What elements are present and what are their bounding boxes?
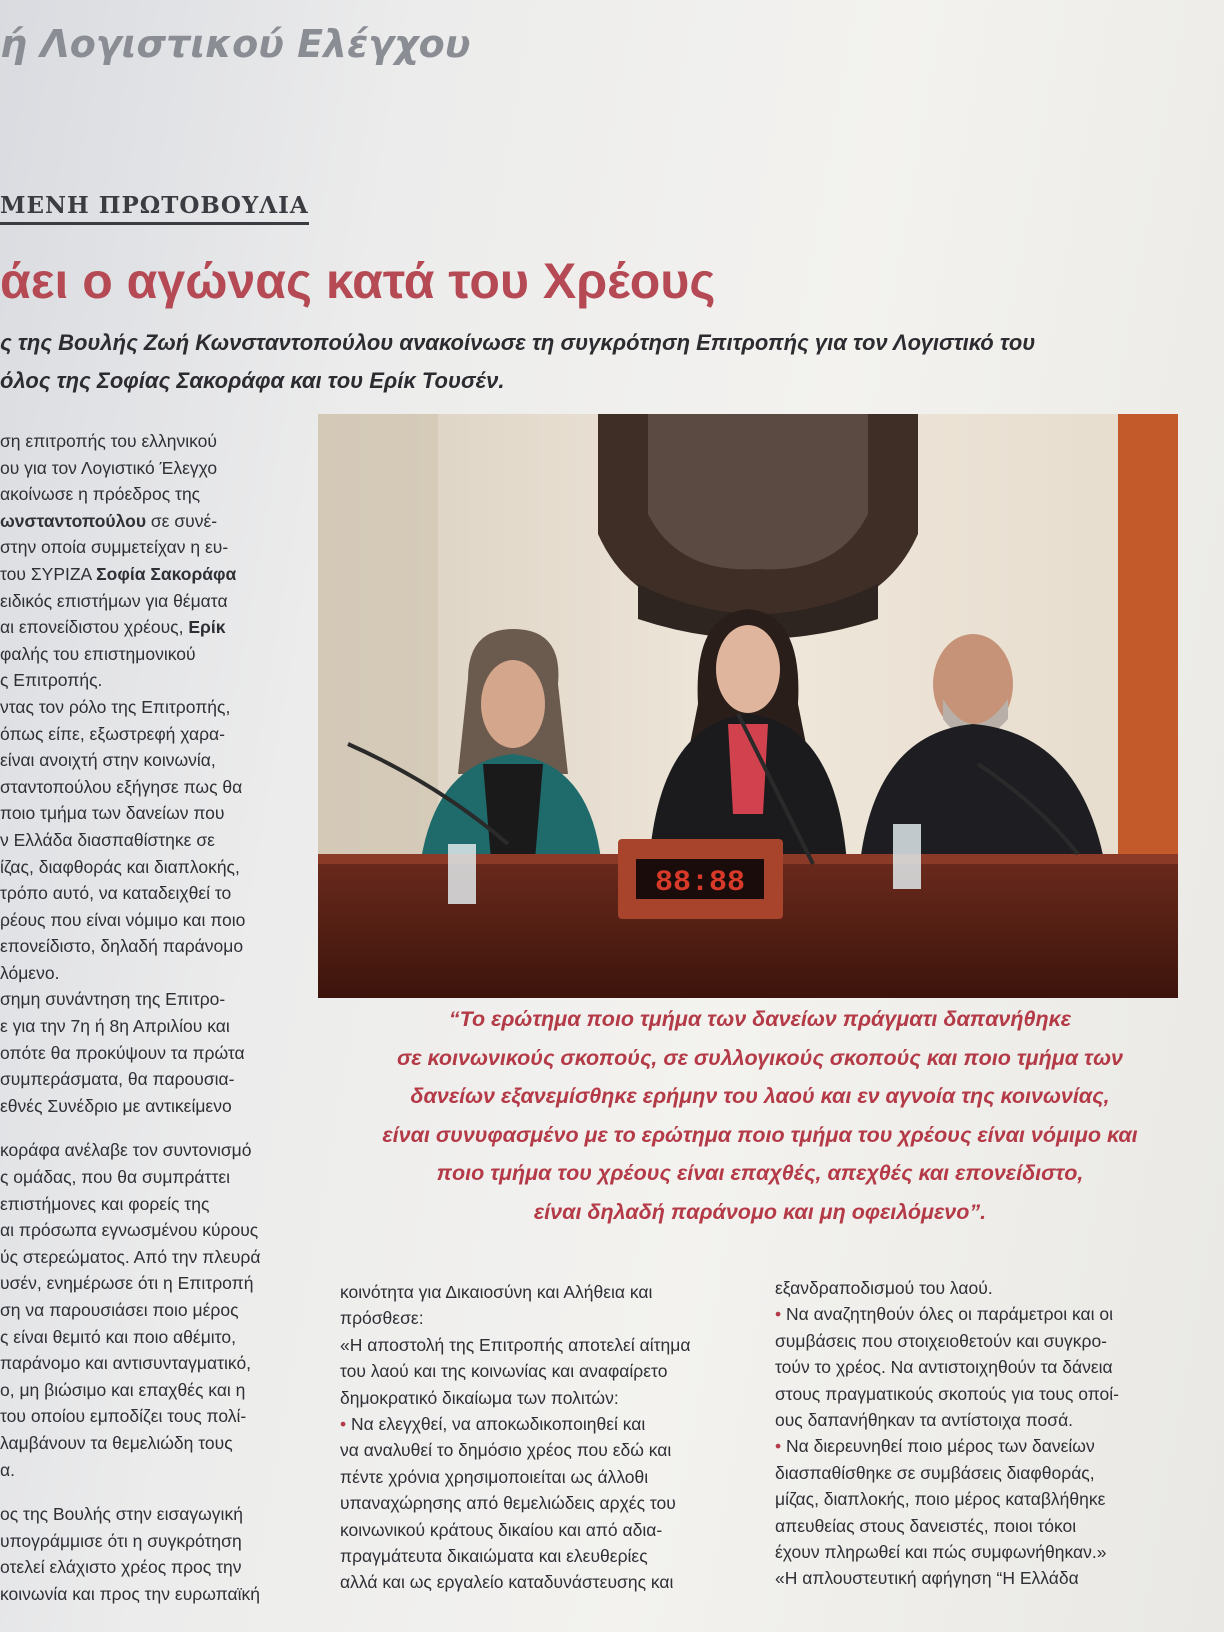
text-run: του ΣΥΡΙΖΑ xyxy=(0,563,97,584)
left-column-line xyxy=(0,1013,300,1040)
column-text: ους δαπανήθηκαν τα αντίστοιχα ποσά. xyxy=(775,1410,1074,1431)
standfirst xyxy=(0,324,1170,400)
text-run: αι επονείδιστου χρέους, xyxy=(0,617,189,638)
column-text: πρόσθεσε: xyxy=(340,1308,424,1329)
text-run: ντας τον ρόλο της Επιτροπής, xyxy=(0,696,231,717)
left-column-line xyxy=(0,641,300,668)
left-column-line xyxy=(0,721,300,748)
column-text: διασπαθίσθηκε σε συμβάσεις διαφθοράς, xyxy=(775,1462,1095,1483)
column-line xyxy=(340,1490,740,1516)
left-column-line xyxy=(0,481,300,508)
left-column-line xyxy=(0,854,300,881)
pullquote-line: είναι συνυφασμένο με το ερώτημα ποιο τμήμα του χρέους είναι νόμιμο και xyxy=(382,1122,1138,1147)
left-column-line: α. xyxy=(0,1459,15,1480)
left-column-line xyxy=(0,1093,300,1120)
text-run: συμπεράσματα, θα παρουσια- xyxy=(0,1069,235,1090)
column-line xyxy=(340,1517,740,1543)
column-text: Να διερευνηθεί ποιο μέρος των δανείων xyxy=(781,1436,1095,1457)
column-text: συμβάσεις που στοιχειοθετούν και συγκρο- xyxy=(775,1330,1108,1351)
pullquote-line: είναι δηλαδή παράνομο και μη οφειλόμενο”. xyxy=(533,1199,987,1224)
left-column-line: ς ομάδας, που θα συμπράττει xyxy=(0,1167,231,1188)
column-line xyxy=(775,1407,1185,1433)
column-text: «Η απλουστευτική αφήγηση “Η Ελλάδα xyxy=(775,1568,1079,1589)
right-column xyxy=(775,1275,1185,1592)
left-column-line xyxy=(0,986,300,1013)
column-text: πέντε χρόνια χρησιμοποιείται ως άλλοθι xyxy=(340,1466,649,1487)
column-line xyxy=(775,1381,1185,1407)
column-line xyxy=(340,1332,740,1358)
section-title: ή Λογιστικού Ελέγχου xyxy=(0,22,471,66)
text-run: τρόπο αυτό, να καταδειχθεί το xyxy=(0,883,232,904)
text-run: ωνσταντοπούλου xyxy=(0,510,147,531)
column-line xyxy=(340,1385,740,1411)
left-column-line xyxy=(0,667,300,694)
left-column-line xyxy=(0,800,300,827)
left-column-line: ση να παρουσιάσει ποιο μέρος xyxy=(0,1300,239,1320)
column-line xyxy=(340,1569,740,1595)
text-run: Σοφία Σακοράφα xyxy=(96,563,237,584)
text-run: ση επιτροπής του ελληνικού xyxy=(0,431,217,451)
clock-display: 88:88 xyxy=(654,866,746,900)
text-run: ειδικός επιστήμων για θέματα xyxy=(0,590,228,611)
left-column-line xyxy=(0,508,300,535)
column-text: κοινότητα για Δικαιοσύνη και Αλήθεια και xyxy=(340,1282,653,1302)
column-text: στους πραγματικούς σκοπούς για τους οποί- xyxy=(775,1383,1119,1404)
column-line xyxy=(340,1437,740,1463)
column-text: αλλά και ως εργαλείο καταδυνάστευσης και xyxy=(340,1572,674,1593)
headline: άει ο αγώνας κατά του Χρέους xyxy=(0,253,716,309)
column-line xyxy=(340,1279,740,1305)
text-run: εθνές Συνέδριο με αντικείμενο xyxy=(0,1095,232,1116)
left-column-line xyxy=(0,827,300,854)
left-column-line xyxy=(0,561,300,588)
text-run: στην οποία συμμετείχαν η ευ- xyxy=(0,537,229,558)
column-line xyxy=(775,1328,1185,1354)
left-column-line xyxy=(0,428,300,455)
column-line xyxy=(340,1305,740,1331)
text-run: ν Ελλάδα διασπαθίστηκε σε xyxy=(0,829,215,850)
standfirst-line: ς της Βουλής Ζωή Κωνσταντοπούλου ανακοίνωσε τη συγκρότηση Επιτροπής για τον Λογιστικό του xyxy=(0,330,1036,355)
left-column-line: κοινωνία και προς την ευρωπαϊκή xyxy=(0,1583,260,1604)
text-run: ς Επιτροπής. xyxy=(0,670,103,691)
column-text: έχουν πληρωθεί και πώς συμφωνήθηκαν.» xyxy=(775,1542,1107,1563)
column-line xyxy=(775,1354,1185,1380)
text-run: φαλής του επιστημονικού xyxy=(0,643,196,664)
column-text: πραγμάτευτα δικαιώματα και ελευθερίες xyxy=(340,1546,648,1567)
column-line xyxy=(775,1275,1185,1301)
left-column-line: λαμβάνουν τα θεμελιώδη τους xyxy=(0,1432,233,1453)
column-text: Να ελεγχθεί, να αποκωδικοποιηθεί και xyxy=(346,1414,646,1435)
photo-illustration xyxy=(318,414,1178,998)
left-column-line: του οποίου εμποδίζει τους πολί- xyxy=(0,1406,247,1427)
column-text: να αναλυθεί το δημόσιο χρέος που εδώ και xyxy=(340,1440,672,1461)
column-text: μίζας, διαπλοκής, ποιο μέρος καταβλήθηκε xyxy=(775,1489,1106,1510)
left-column-line: κοράφα ανέλαβε τον συντονισμό xyxy=(0,1140,252,1161)
left-column-line xyxy=(0,455,300,482)
left-column-line: ο, μη βιώσιμο και επαχθές και η xyxy=(0,1379,246,1400)
text-run: σημη συνάντηση της Επιτρο- xyxy=(0,989,226,1010)
text-run: σε συνέ- xyxy=(146,510,218,531)
left-column-line xyxy=(0,694,300,721)
column-text: δημοκρατικό δικαίωμα των πολιτών: xyxy=(340,1387,619,1408)
text-run: όπως είπε, εξωστρεφή χαρα- xyxy=(0,723,226,744)
left-column-line: οτελεί ελάχιστο χρέος προς την xyxy=(0,1557,242,1578)
column-text: εξανδραποδισμού του λαού. xyxy=(775,1278,993,1298)
pullquote-line: δανείων εξανεμίσθηκε ερήμην του λαού και εν αγνοία της κοινωνίας, xyxy=(410,1084,1110,1108)
column-text: κοινωνικού κράτους δικαίου και από αδια- xyxy=(340,1519,663,1540)
text-run: σταντοπούλου εξήγησε πως θα xyxy=(0,776,243,797)
text-run: λόμενο. xyxy=(0,962,60,983)
left-column-line: υπογράμμισε ότι η συγκρότηση xyxy=(0,1530,242,1551)
left-column-line: επιστήμονες και φορείς της xyxy=(0,1193,210,1214)
bullet-icon: • xyxy=(340,1414,347,1435)
bullet-icon: • xyxy=(775,1304,782,1325)
left-column-line: παράνομο και αντισυνταγματικό, xyxy=(0,1353,252,1374)
left-column-line: υσέν, ενημέρωσε ότι η Επιτροπή xyxy=(0,1273,254,1294)
left-column-line xyxy=(0,933,300,960)
column-line xyxy=(775,1433,1185,1459)
left-column-line xyxy=(0,614,300,641)
pullquote-line: σε κοινωνικούς σκοπούς, σε συλλογικούς σκοπούς και ποιο τμήμα των xyxy=(397,1045,1123,1070)
column-line xyxy=(775,1460,1185,1486)
left-column-line: ύς στερεώματος. Από την πλευρά xyxy=(0,1246,261,1267)
left-column-line xyxy=(0,1066,300,1093)
column-line xyxy=(340,1464,740,1490)
column-line xyxy=(340,1543,740,1569)
column-text: τούν το χρέος. Να αντιστοιχηθούν τα δάνεια xyxy=(775,1357,1113,1378)
text-run: οπότε θα προκύψουν τα πρώτα xyxy=(0,1042,245,1063)
column-line xyxy=(775,1301,1185,1327)
column-text: του λαού και της κοινωνίας και αναφαίρετο xyxy=(340,1361,668,1382)
left-column-line: αι πρόσωπα εγνωσμένου κύρους xyxy=(0,1220,259,1241)
column-text: «Η αποστολή της Επιτροπής αποτελεί αίτημα xyxy=(340,1334,691,1355)
text-run: είναι ανοιχτή στην κοινωνία, xyxy=(0,750,216,771)
text-run: ρέους που είναι νόμιμο και ποιο xyxy=(0,909,246,930)
left-column-line xyxy=(0,960,300,987)
column-line xyxy=(775,1565,1185,1591)
column-line xyxy=(340,1411,740,1437)
text-run: επονείδιστο, δηλαδή παράνομο xyxy=(0,936,244,957)
left-column-line xyxy=(0,534,300,561)
middle-column xyxy=(340,1279,740,1596)
standfirst-line: όλος της Σοφίας Σακοράφα και του Ερίκ Τουσέν. xyxy=(0,368,505,393)
text-run: ακοίνωσε η πρόεδρος της xyxy=(0,484,201,505)
pullquote-line: “Το ερώτημα ποιο τμήμα των δανείων πράγματι δαπανήθηκε xyxy=(448,1007,1072,1031)
column-text: απευθείας στους δανειστές, ποιοι τόκοι xyxy=(775,1515,1077,1536)
text-run: ου για τον Λογιστικό Έλεγχο xyxy=(0,457,218,478)
text-run: ε για την 7η ή 8η Απριλίου και xyxy=(0,1016,230,1037)
text-run: Ερίκ xyxy=(188,617,226,638)
column-line xyxy=(775,1513,1185,1539)
column-line xyxy=(775,1539,1185,1565)
left-column-line: ς είναι θεμιτό και ποιο αθέμιτο, xyxy=(0,1326,236,1347)
press-conference-photo xyxy=(318,414,1178,998)
left-column-line xyxy=(0,880,300,907)
column-line xyxy=(775,1486,1185,1512)
pullquote xyxy=(330,1000,1190,1231)
bullet-icon: • xyxy=(775,1436,782,1457)
wall-emblem xyxy=(598,414,918,639)
column-text: υπαναχώρησης από θεμελιώδεις αρχές του xyxy=(340,1493,676,1514)
pullquote-line: ποιο τμήμα του χρέους είναι επαχθές, απεχθές και επονείδιστο, xyxy=(436,1161,1084,1185)
kicker: ΜΕΝΗ ΠΡΩΤΟΒΟΥΛΙΑ xyxy=(0,192,309,225)
left-column-line xyxy=(0,747,300,774)
text-run: ίζας, διαφθοράς και διαπλοκής, xyxy=(0,856,240,877)
desk-clock xyxy=(618,839,783,919)
left-column-line: ος της Βουλής στην εισαγωγική xyxy=(0,1504,243,1525)
text-run: ποιο τμήμα των δανείων που xyxy=(0,803,225,824)
left-column-line xyxy=(0,907,300,934)
left-column-line xyxy=(0,1040,300,1067)
left-column-line xyxy=(0,774,300,801)
left-column xyxy=(0,428,300,1608)
column-line xyxy=(340,1358,740,1384)
column-text: Να αναζητηθούν όλες οι παράμετροι και οι xyxy=(781,1304,1114,1325)
left-column-line xyxy=(0,588,300,615)
